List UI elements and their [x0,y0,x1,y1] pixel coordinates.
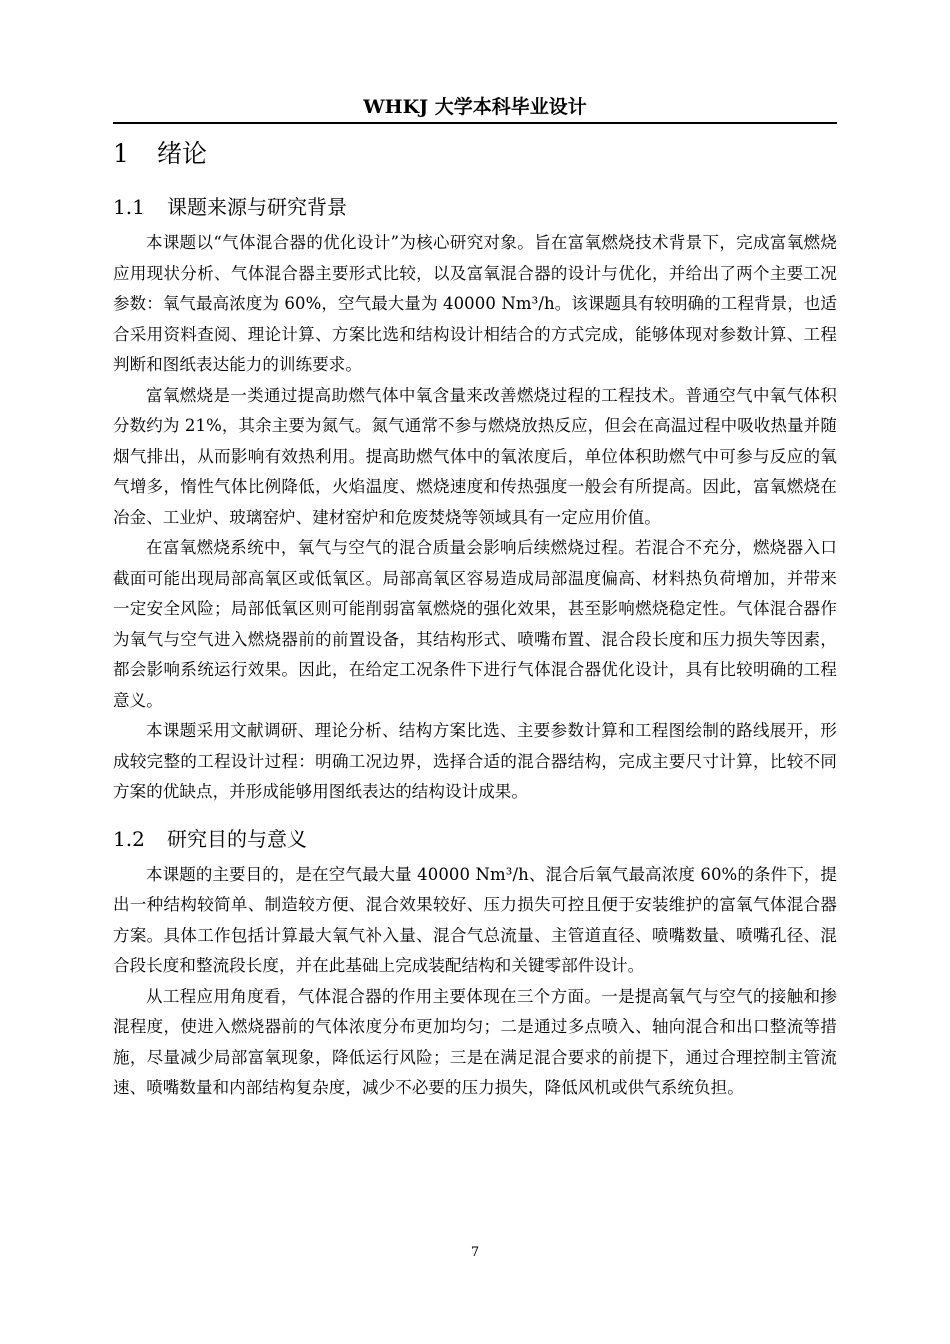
section-number: 1.2 [113,826,145,851]
section-title-1-1 [113,190,837,224]
paragraph: 本课题以“气体混合器的优化设计”为核心研究对象。旨在富氧燃烧技术背景下，完成富氧燃烧应用现状分析、气体混合器主要形式比较，以及富氧混合器的设计与优化，并给出了两个主要工况参数：氧气最高浓度为 60%，空气最大量为 40000 Nm³/h。该课题具有较明确的工程背景，也适合采用资料查阅、理论计算、方案比选和结构设计相结合的方式完成，能够体现对参数计算、工程判断和图纸表达能力的训练要求。 [113,233,837,374]
page-content [113,126,837,1104]
paragraph: 本课题采用文献调研、理论分析、结构方案比选、主要参数计算和工程图绘制的路线展开，形成较完整的工程设计过程：明确工况边界，选择合适的混合器结构，完成主要尺寸计算，比较不同方案的优缺点，并形成能够用图纸表达的结构设计成果。 [113,721,837,801]
section-title-text: 课题来源与研究背景 [167,195,347,219]
chapter-title-text: 绪论 [157,139,208,168]
paragraph: 从工程应用角度看，气体混合器的作用主要体现在三个方面。一是提高氧气与空气的接触和掺混程度，使进入燃烧器前的气体浓度分布更加均匀；二是通过多点喷入、轴向混合和出口整流等措施，尽量减少局部富氧现象，降低运行风险；三是在满足混合要求的前提下，通过合理控制主管流速、喷嘴数量和内部结构复杂度，减少不必要的压力损失，降低风机或供气系统负担。 [113,986,837,1097]
paragraph: 在富氧燃烧系统中，氧气与空气的混合质量会影响后续燃烧过程。若混合不充分，燃烧器入口截面可能出现局部高氧区或低氧区。局部高氧区容易造成局部温度偏高、材料热负荷增加，并带来一定安全风险；局部低氧区则可能削弱富氧燃烧的强化效果，甚至影响燃烧稳定性。气体混合器作为氧气与空气进入燃烧器前的前置设备，其结构形式、喷嘴布置、混合段长度和压力损失等因素，都会影响系统运行效果。因此，在给定工况条件下进行气体混合器优化设计，具有比较明确的工程意义。 [113,538,837,710]
section-title-1-2 [113,822,837,856]
paragraph: 本课题的主要目的，是在空气最大量 40000 Nm³/h、混合后氧气最高浓度 60%的条件下，提出一种结构较简单、制造较方便、混合效果较好、压力损失可控且便于安装维护的富氧气体混合器方案。具体工作包括计算最大氧气补入量、混合气总流量、主管道直径、喷嘴数量、喷嘴孔径、混合段长度和整流段长度，并在此基础上完成装配结构和关键零部件设计。 [113,864,837,975]
chapter-title [113,132,837,176]
page-number: 7 [470,1245,480,1260]
chapter-number: 1 [113,139,129,168]
section-number: 1.1 [113,195,145,219]
section-title-text: 研究目的与意义 [167,826,307,851]
header-rule [113,122,837,124]
running-header: WHKJ 大学本科毕业设计 [363,96,587,118]
paragraph: 富氧燃烧是一类通过提高助燃气体中氧含量来改善燃烧过程的工程技术。普通空气中氧气体积分数约为 21%，其余主要为氮气。氮气通常不参与燃烧放热反应，但会在高温过程中吸收热量并随烟气排出，从而影响有效热利用。提高助燃气体中的氧浓度后，单位体积助燃气中可参与反应的氧气增多，惰性气体比例降低，火焰温度、燃烧速度和传热强度一般会有所提高。因此，富氧燃烧在冶金、工业炉、玻璃窑炉、建材窑炉和危废焚烧等领域具有一定应用价值。 [113,385,837,527]
